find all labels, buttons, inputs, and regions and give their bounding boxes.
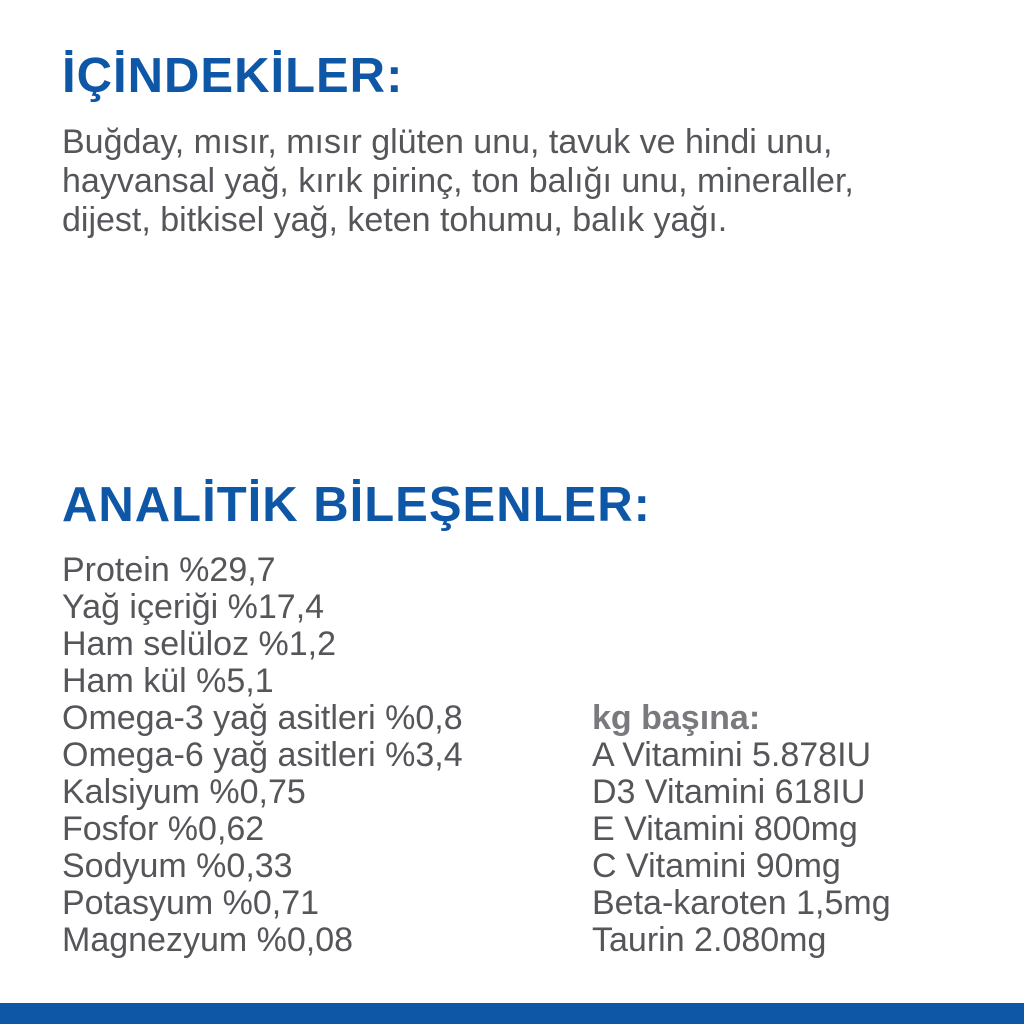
analytical-item-omega6: Omega-6 yağ asitleri %3,4 <box>62 736 463 774</box>
vitamin-item-betacarotene: Beta-karoten 1,5mg <box>592 884 891 922</box>
vitamin-item-a: A Vitamini 5.878IU <box>592 736 872 774</box>
vitamin-item-e: E Vitamini 800mg <box>592 810 858 848</box>
analytical-item-sodium: Sodyum %0,33 <box>62 847 293 885</box>
analytical-item-omega3: Omega-3 yağ asitleri %0,8 <box>62 699 463 737</box>
analytical-item-ash: Ham kül %5,1 <box>62 662 274 700</box>
kg-basina-header: kg başına: <box>592 699 761 737</box>
analytical-item-calcium: Kalsiyum %0,75 <box>62 773 306 811</box>
vitamin-item-d3: D3 Vitamini 618IU <box>592 773 866 811</box>
analytical-item-protein: Protein %29,7 <box>62 551 276 589</box>
analytical-item-phosphorus: Fosfor %0,62 <box>62 810 265 848</box>
analytical-item-magnesium: Magnezyum %0,08 <box>62 921 354 959</box>
ingredients-text: Buğday, mısır, mısır glüten unu, tavuk ve hindi unu, hayvansal yağ, kırık pirinç, ton balığı unu, mineraller, dijest, bitkisel yağ, keten tohumu, balık yağı. <box>62 123 854 239</box>
bottom-blue-bar <box>0 1003 1024 1024</box>
vitamin-item-taurine: Taurin 2.080mg <box>592 921 827 959</box>
analytical-item-fibre: Ham selüloz %1,2 <box>62 625 337 663</box>
analytical-heading: ANALİTİK BİLEŞENLER: <box>62 478 651 532</box>
ingredients-heading: İÇİNDEKİLER: <box>62 49 404 103</box>
vitamin-item-c: C Vitamini 90mg <box>592 847 841 885</box>
analytical-left-list <box>62 552 463 959</box>
analytical-item-potassium: Potasyum %0,71 <box>62 884 320 922</box>
analytical-right-list <box>592 700 891 959</box>
analytical-item-fat: Yağ içeriği %17,4 <box>62 588 325 626</box>
